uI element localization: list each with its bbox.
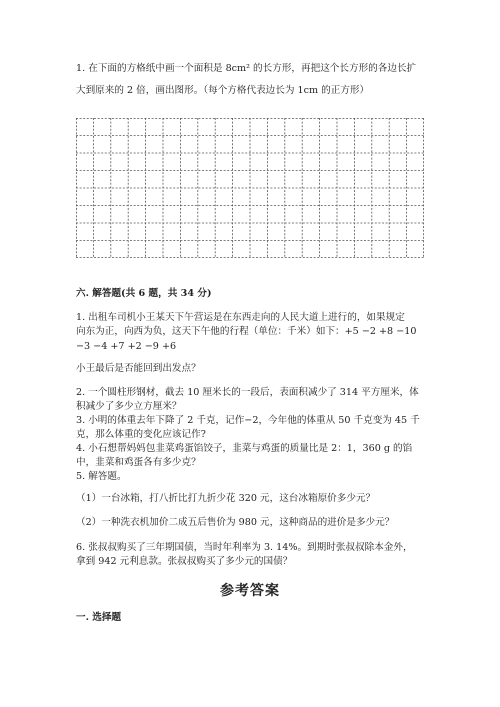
problem-2-line-1: 2. 一个圆柱形钢材，截去 10 厘米长的一段后，表面积减少了 314 平方厘米，体 — [76, 387, 419, 398]
problem-2-line-2: 积减少了多少立方厘米？ — [76, 401, 182, 412]
problem-4-line-1: 4. 小石想帮妈妈包韭菜鸡蛋馅饺子，韭菜与鸡蛋的质量比是 2：1，360 g 的馅 — [76, 443, 413, 454]
problem-1-question: 小王最后是否能回到出发点？ — [76, 363, 201, 374]
q1-line-1: 1. 在下面的方格纸中画一个面积是 8cm² 的长方形，再把这个长方形的各边长扩 — [76, 63, 417, 74]
problem-6-line-1: 6. 张叔叔购买了三年期国债，当时年利率为 3. 14%。到期时张叔叔除本金外， — [76, 542, 413, 553]
problem-1-line-3: −3 −4 +7 +2 −9 +6 — [76, 341, 177, 352]
problem-5-part-2: （2）一种洗衣机加价二成五后售价为 980 元，这种商品的进价是多少元？ — [76, 517, 395, 528]
problem-3-line-1: 3. 小明的体重去年下降了 2 千克，记作−2，今年他的体重从 50 千克变为 45 千 — [76, 415, 420, 426]
answers-title: 参考答案 — [220, 583, 280, 599]
problem-1-line-2: 向东为正，向西为负，这天下午他的行程（单位：千米）如下：+5 −2 +8 −10 — [76, 326, 417, 337]
problem-4-line-2: 中，韭菜和鸡蛋各有多少克？ — [76, 457, 201, 468]
problem-5-heading: 5. 解答题。 — [76, 471, 127, 482]
problem-3-line-2: 克，那么体重的变化应该记作? — [76, 429, 206, 440]
problem-5-part-1: （1）一台冰箱，打八折比打九折少花 320 元，这台冰箱原价多少元？ — [76, 493, 376, 504]
q1-line-2: 大到原来的 2 倍，画出图形。（每个方格代表边长为 1cm 的正方形） — [76, 85, 370, 96]
problem-6-line-2: 拿到 942 元利息款。张叔叔购买了多少元的国债？ — [76, 556, 293, 567]
section-1-heading: 一. 选择题 — [76, 612, 122, 623]
section-6-heading: 六. 解答题(共 6 题，共 34 分) — [76, 288, 212, 299]
grid-paper — [76, 118, 424, 258]
problem-1-line-1: 1. 出租车司机小王某天下午营运是在东西走向的人民大道上进行的，如果规定 — [76, 312, 405, 323]
